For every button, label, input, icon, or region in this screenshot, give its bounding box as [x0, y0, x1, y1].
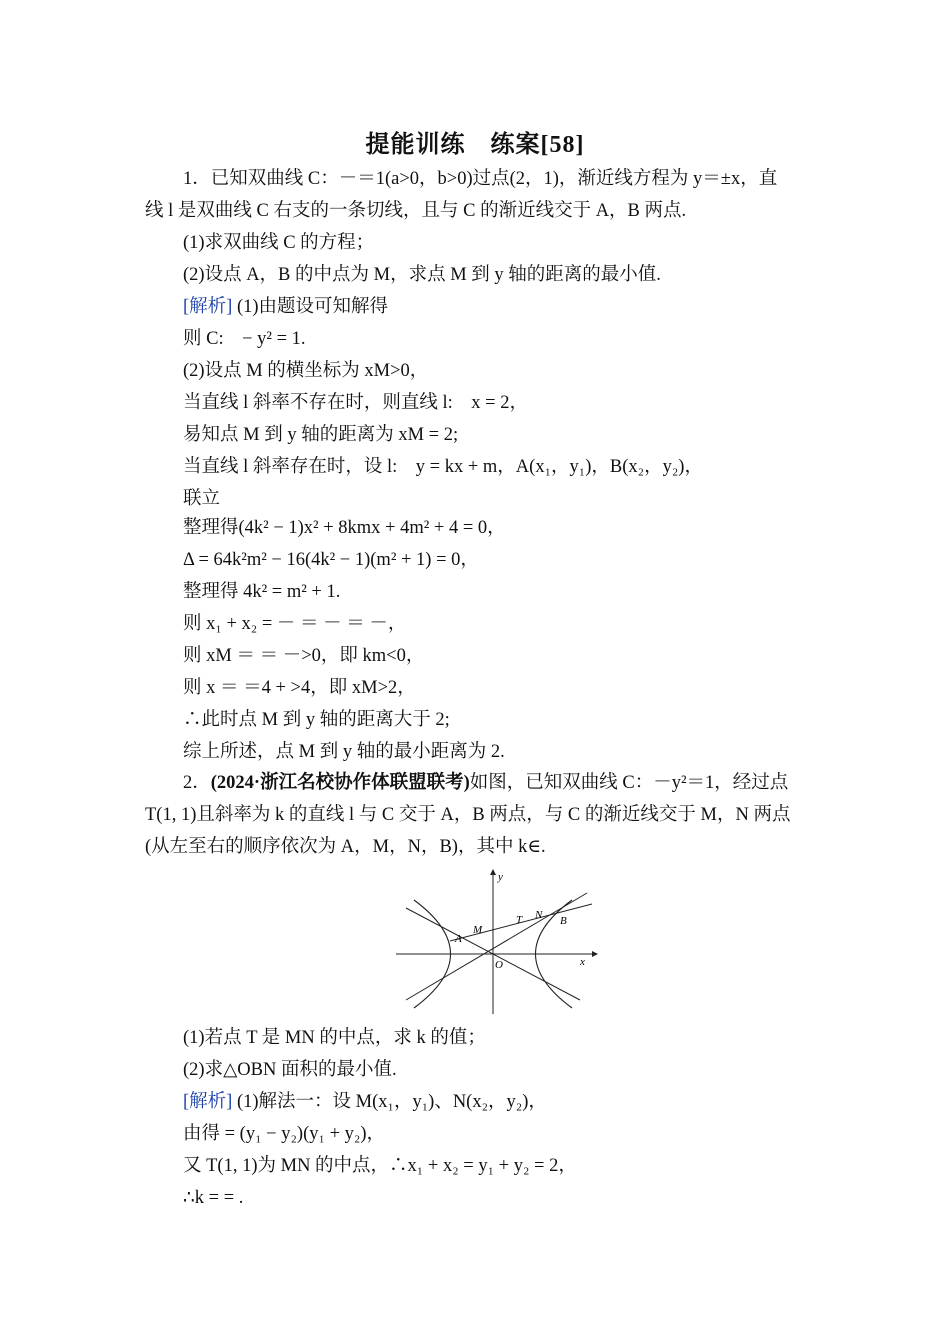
q1-solution-line: ∴此时点 M 到 y 轴的距离大于 2; [183, 710, 450, 730]
q1-analysis-line [183, 295, 388, 319]
q1-part-2: (2)设点 A，B 的中点为 M，求点 M 到 y 轴的距离的最小值. [183, 265, 661, 285]
q2-stem-line-1 [183, 771, 788, 795]
q1-solution-line: 当直线 l 斜率不存在时，则直线 l: x = 2， [183, 393, 528, 413]
q1-part-1: (1)求双曲线 C 的方程； [183, 233, 375, 253]
asymptote-2 [406, 893, 587, 1000]
q1-solution-line: Δ = 64k²m² − 16(4k² − 1)(m² + 1) = 0， [183, 550, 479, 570]
page-title: 提能训练 练案[58] [365, 132, 585, 158]
q1-solution-line: 则 x₁ + x₂ = － ＝ － ＝ －， [183, 614, 407, 634]
q1-solution-line: 则 x ＝ ＝4 + >4，即 xM>2， [183, 678, 416, 698]
q1-analysis-text: (1)由题设可知解得 [236, 297, 389, 317]
q1-solution-line: 易知点 M 到 y 轴的距离为 xM = 2; [183, 425, 459, 445]
q1-solution-line: 综上所述，点 M 到 y 轴的最小距离为 2. [183, 742, 505, 762]
label-A: A [455, 933, 462, 945]
label-M: M [473, 924, 483, 936]
hyperbola-figure [392, 866, 600, 1016]
q1-solution-line: 整理得 4k² = m² + 1. [183, 582, 341, 602]
label-O: O [495, 959, 503, 971]
q2-source: (2024·浙江名校协作体联盟联考) [210, 773, 470, 793]
q2-solution-line: 又 T(1, 1)为 MN 的中点，∴x₁ + x₂ = y₁ + y₂ = 2， [183, 1156, 577, 1176]
label-T: T [516, 914, 523, 926]
q2-stem-line-2: T(1, 1)且斜率为 k 的直线 l 与 C 交于 A，B 两点，与 C 的渐近线交于 M，N 两点 [145, 805, 791, 825]
q2-solution-line: 由得 = (y₁ − y₂)(y₁ + y₂)， [183, 1124, 385, 1144]
q1-stem-line-2: 线 l 是双曲线 C 右支的一条切线，且与 C 的渐近线交于 A，B 两点. [145, 201, 687, 221]
q2-stem-line-3: (从左至右的顺序依次为 A，M，N，B)，其中 k∈. [145, 837, 546, 857]
label-y: y [498, 871, 503, 883]
q2-analysis-line [183, 1090, 547, 1114]
q2-part-2: (2)求△OBN 面积的最小值. [183, 1060, 397, 1080]
x-axis-arrow [592, 951, 598, 957]
q2-part-1: (1)若点 T 是 MN 的中点，求 k 的值； [183, 1028, 486, 1048]
analysis-tag: [解析] [183, 297, 233, 317]
label-B: B [560, 915, 567, 927]
label-x: x [580, 956, 585, 968]
analysis-tag: [解析] [183, 1092, 233, 1112]
q2-analysis-text: (1)解法一：设 M(x₁，y₁)、N(x₂，y₂)， [236, 1092, 547, 1112]
q1-solution-line: 则 C: − y² = 1. [183, 329, 306, 349]
q1-solution-line: 整理得(4k² − 1)x² + 8kmx + 4m² + 4 = 0， [183, 518, 506, 538]
q2-solution-line: ∴k = = . [183, 1188, 244, 1208]
label-N: N [535, 909, 543, 921]
q1-solution-line: 当直线 l 斜率存在时，设 l: y = kx + m，A(x₁，y₁)，B(x₂，y₂)， [183, 457, 703, 477]
q2-stem-text: 如图，已知双曲线 C：－y²＝1，经过点 [469, 773, 789, 793]
q1-solution-line: 则 xM ＝ ＝ －>0，即 km<0， [183, 646, 425, 666]
y-axis-arrow [490, 869, 496, 875]
q1-solution-line: (2)设点 M 的横坐标为 xM>0， [183, 361, 429, 381]
q1-solution-line: 联立 [183, 489, 221, 509]
q1-stem-line-1: 1．已知双曲线 C：－＝1(a>0，b>0)过点(2，1)，渐近线方程为 y＝±x，直 [183, 169, 778, 189]
q2-number: 2． [183, 773, 211, 793]
